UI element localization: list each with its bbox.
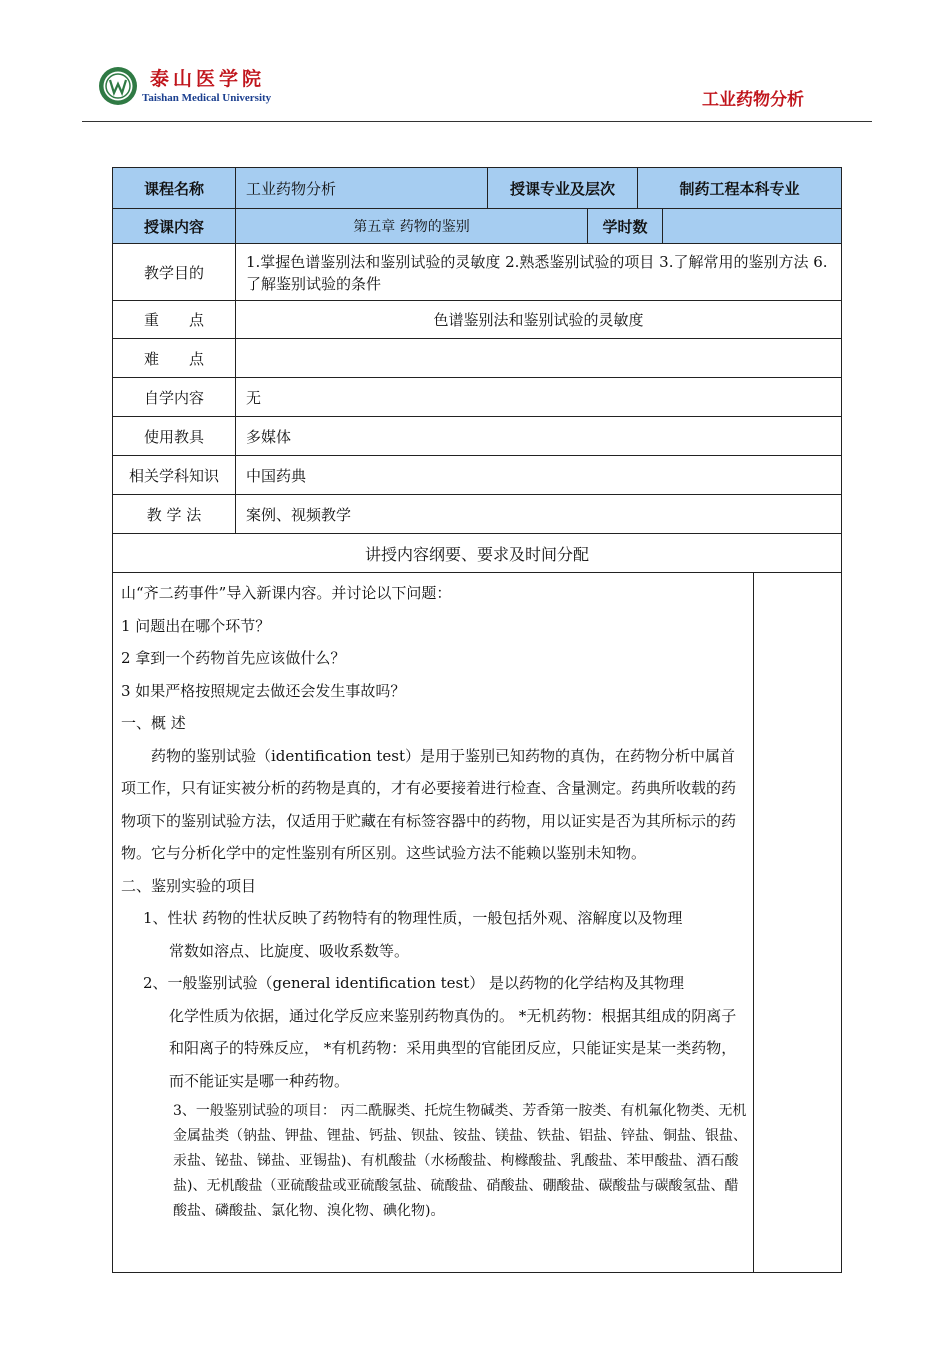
goal-label: 教学目的 (113, 244, 236, 301)
course-name-value: 工业药物分析 (236, 168, 488, 209)
difficulty-value (236, 339, 842, 378)
goal-value: 1.掌握色谱鉴别法和鉴别试验的灵敏度 2.熟悉鉴别试验的项目 3.了解常用的鉴别方法 6.了解鉴别试验的条件 (236, 244, 842, 301)
hours-label: 学时数 (588, 209, 663, 244)
course-plan-table (112, 167, 842, 1273)
header-course-title: 工业药物分析 (702, 90, 804, 110)
teaching-tools-label: 使用教具 (113, 417, 236, 456)
related-knowledge-value: 中国药典 (236, 456, 842, 495)
item-2-continued: 化学性质为依据，通过化学反应来鉴别药物真伪的。 *无机药物：根据其组成的阴离子和阳离子的特殊反应， *有机药物：采用典型的官能团反应，只能证实是某一类药物，而不能证实是哪一种药物。 (169, 1006, 737, 1090)
teaching-method-value: 案例、视频教学 (236, 495, 842, 534)
question-1: 1 问题出在哪个环节？ (121, 616, 271, 635)
major-label: 授课专业及层次 (488, 168, 638, 209)
related-knowledge-label: 相关学科知识 (113, 456, 236, 495)
section-1-title: 一、概 述 (121, 714, 186, 732)
question-3: 3 如果严格按照规定去做还会发生事故吗？ (121, 681, 406, 700)
key-point-value: 色谱鉴别法和鉴别试验的灵敏度 (236, 301, 842, 339)
page-header (0, 0, 952, 125)
teaching-tools-value: 多媒体 (236, 417, 842, 456)
content-label: 授课内容 (113, 209, 236, 244)
outline-title: 讲授内容纲要、要求及时间分配 (113, 534, 842, 573)
difficulty-label: 难 点 (113, 339, 236, 378)
university-name-cn: 泰山医学院 (150, 68, 266, 90)
key-point-label: 重 点 (113, 301, 236, 339)
lecture-content (113, 573, 754, 1273)
content-value: 第五章 药物的鉴别 (236, 209, 588, 244)
intro-text: 山“齐二药事件”导入新课内容。并讨论以下问题： (121, 584, 452, 602)
time-allocation-column (754, 573, 842, 1273)
university-seal-icon (98, 66, 138, 106)
university-name-en: Taishan Medical University (142, 92, 272, 104)
self-study-label: 自学内容 (113, 378, 236, 417)
self-study-value: 无 (236, 378, 842, 417)
item-1: 1、性状 药物的性状反映了药物特有的物理性质，一般包括外观、溶解度以及物理 (143, 909, 683, 927)
course-name-label: 课程名称 (113, 168, 236, 209)
item-1-continued: 常数如溶点、比旋度、吸收系数等。 (169, 941, 410, 960)
hours-value (663, 209, 842, 244)
major-value: 制药工程本科专业 (638, 168, 842, 209)
header-divider (82, 121, 872, 122)
section-1-paragraph: 药物的鉴别试验（identification test）是用于鉴别已知药物的真伪，在药物分析中属首项工作，只有证实被分析的药物是真的，才有必要接着进行检查、含量测定。药典所收载的药物项下的鉴别试验方法，仅适用于贮藏在有标签容器中的药物，用以证实是否为其所标示的药物。它与分析化学中的定性鉴别有所区别。这些试验方法不能赖以鉴别未知物。 (121, 746, 737, 862)
teaching-method-label: 教 学 法 (113, 495, 236, 534)
question-2: 2 拿到一个药物首先应该做什么？ (121, 649, 346, 667)
item-3: 3、一般鉴别试验的项目： 丙二酰脲类、托烷生物碱类、芳香第一胺类、有机氟化物类、无机金属盐类（钠盐、钾盐、锂盐、钙盐、钡盐、铵盐、镁盐、铁盐、铝盐、锌盐、铜盐、银盐、汞盐、铋盐、锑盐、亚锡盐)、有机酸盐（水杨酸盐、枸橼酸盐、乳酸盐、苯甲酸盐、酒石酸盐)、无机酸盐（亚硫酸盐或亚硫酸氢盐、硫酸盐、硝酸盐、硼酸盐、碳酸盐与碳酸氢盐、醋酸盐、磷酸盐、氯化物、溴化物、碘化物)。 (173, 1103, 747, 1219)
section-2-title: 二、鉴别实验的项目 (121, 876, 257, 895)
item-2: 2、一般鉴别试验（general identification test） 是以药物的化学结构及其物理 (143, 974, 685, 992)
